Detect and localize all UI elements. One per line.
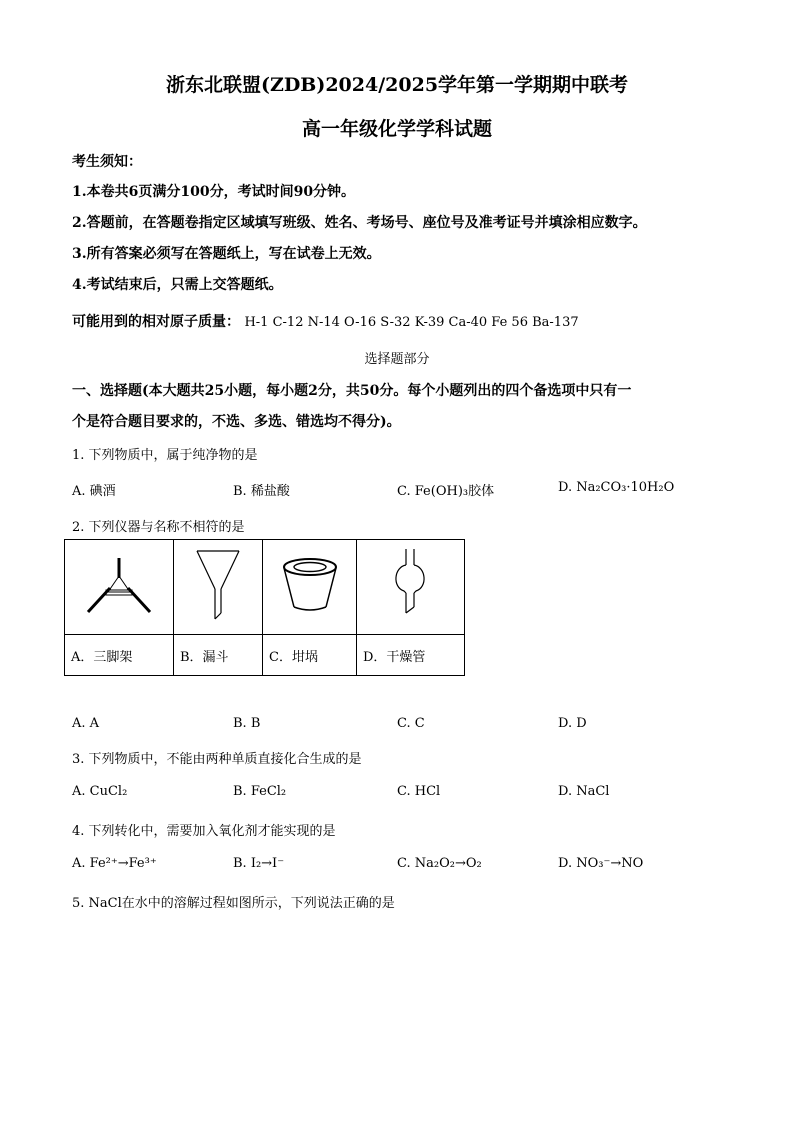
instrument-cell xyxy=(263,540,357,635)
option-d: D. NO₃⁻→NO xyxy=(558,856,644,871)
instrument-label: D．干燥管 xyxy=(357,635,465,676)
option-c: C. Na₂O₂→O₂ xyxy=(397,856,482,871)
question-stem: 4. 下列转化中，需要加入氧化剂才能实现的是 xyxy=(72,824,336,839)
option-b: B. I₂→I⁻ xyxy=(233,856,285,871)
instrument-cell xyxy=(65,540,174,635)
question-stem: 5. NaCl在水中的溶解过程如图所示，下列说法正确的是 xyxy=(72,896,395,911)
section-instruction: 一、选择题(本大题共25小题，每小题2分，共50分。每个小题列出的四个备选项中只有一 xyxy=(72,383,632,399)
question-stem: 1. 下列物质中，属于纯净物的是 xyxy=(72,448,258,463)
option-a: A. CuCl₂ xyxy=(72,784,128,799)
note-item: 1.本卷共6页满分100分，考试时间90分钟。 xyxy=(72,184,356,200)
note-item: 3.所有答案必须写在答题纸上，写在试卷上无效。 xyxy=(72,246,381,262)
atomic-masses xyxy=(72,311,579,331)
option-d: D. D xyxy=(558,716,587,731)
notes-heading: 考生须知： xyxy=(72,154,142,170)
instrument-label: B．漏斗 xyxy=(174,635,263,676)
section-instruction-cont: 个是符合题目要求的，不选、多选、错选均不得分)。 xyxy=(72,414,401,430)
option-d: D. NaCl xyxy=(558,784,610,799)
funnel-icon xyxy=(193,545,243,625)
note-item: 4.考试结束后，只需上交答题纸。 xyxy=(72,277,283,293)
exam-title: 浙东北联盟(ZDB)2024/2025学年第一学期期中联考 xyxy=(165,74,629,96)
atomic-masses-label: 可能用到的相对原子质量： xyxy=(72,314,240,330)
option-a: A. A xyxy=(72,716,100,731)
question-stem: 3. 下列物质中，不能由两种单质直接化合生成的是 xyxy=(72,752,362,767)
note-item: 2.答题前，在答题卷指定区域填写班级、姓名、考场号、座位号及准考证号并填涂相应数字。 xyxy=(72,215,647,231)
section-title: 选择题部分 xyxy=(364,352,430,367)
option-a: A. 碘酒 xyxy=(72,484,116,499)
instrument-label: A．三脚架 xyxy=(65,635,174,676)
instrument-table xyxy=(64,539,465,676)
option-c: C. HCl xyxy=(397,784,441,799)
atomic-masses-values: H-1 C-12 N-14 O-16 S-32 K-39 Ca-40 Fe 56 Ba-137 xyxy=(244,315,579,330)
option-b: B. 稀盐酸 xyxy=(233,484,290,499)
instrument-label: C．坩埚 xyxy=(263,635,357,676)
option-a: A. Fe²⁺→Fe³⁺ xyxy=(72,856,157,871)
instrument-cell xyxy=(357,540,465,635)
crucible-icon xyxy=(280,555,340,615)
option-b: B. FeCl₂ xyxy=(233,784,287,799)
option-b: B. B xyxy=(233,716,261,731)
option-d: D. Na₂CO₃·10H₂O xyxy=(558,480,675,495)
exam-subtitle: 高一年级化学学科试题 xyxy=(301,118,492,140)
drying-tube-icon xyxy=(386,545,436,625)
option-c: C. Fe(OH)₃胶体 xyxy=(397,484,495,499)
tripod-icon xyxy=(84,550,154,620)
instrument-cell xyxy=(174,540,263,635)
question-stem: 2. 下列仪器与名称不相符的是 xyxy=(72,520,245,535)
option-c: C. C xyxy=(397,716,425,731)
